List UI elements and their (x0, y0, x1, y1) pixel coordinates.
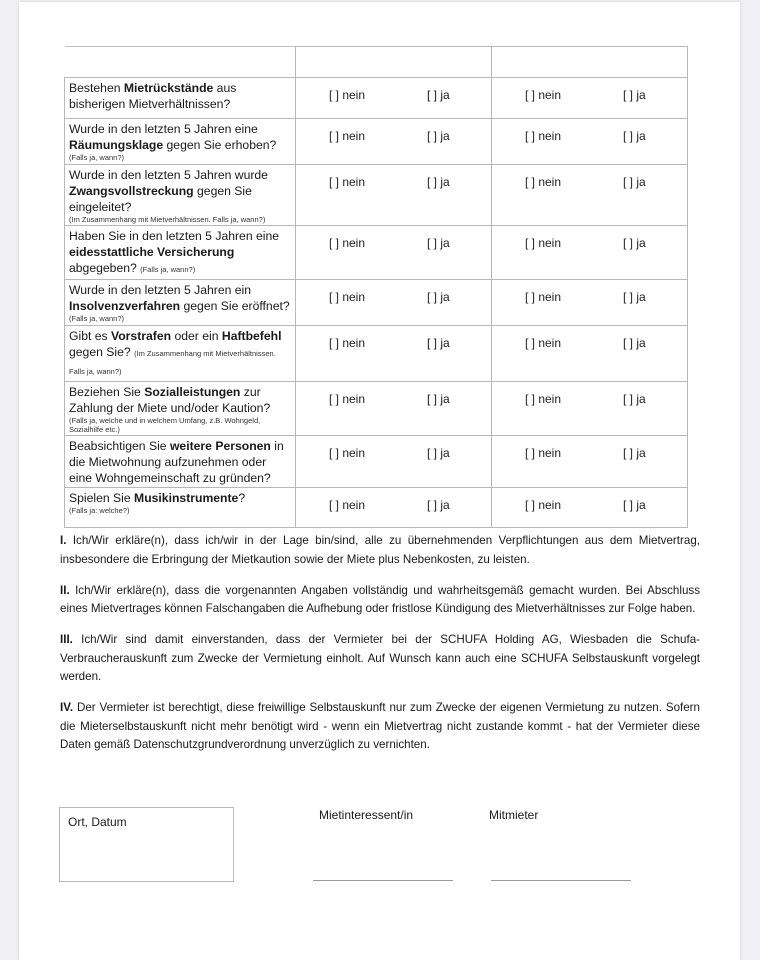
checkbox-nein[interactable]: [ ] nein (329, 336, 366, 350)
header-applicant-cell (296, 47, 492, 78)
table-row (65, 382, 688, 436)
cotenant-answer-cell (492, 436, 688, 488)
question-text: Haben Sie in den letzten 5 Jahren eine eidesstattliche Versicherung abgegeben? (Falls ja, wann?) (69, 229, 280, 275)
question-text: Gibt es Vorstrafen oder ein Haftbefehl gegen Sie? (Im Zusammenhang mit Mietverhältnissen. Falls ja, wann?) (69, 329, 282, 376)
question-text: Beabsichtigen Sie weitere Personen in die Mietwohnung aufzunehmen oder eine Wohngemeinschaft zu gründen? (69, 439, 284, 485)
question-cell (65, 488, 296, 528)
applicant-answer-cell (296, 436, 492, 488)
question-note: (Im Zusammenhang mit Mietverhältnissen. Falls ja, wann?) (69, 215, 266, 224)
applicant-signature-label: Mietinteressent/in (319, 808, 414, 822)
table-row (65, 326, 688, 382)
checkbox-nein[interactable]: [ ] nein (525, 336, 562, 350)
checkbox-nein[interactable]: [ ] nein (329, 236, 366, 250)
question-cell (65, 436, 296, 488)
checkbox-nein[interactable]: [ ] nein (329, 175, 366, 189)
table-row (65, 119, 688, 165)
declaration-2: II. Ich/Wir erkläre(n), dass die vorgenannten Angaben vollständig und wahrheitsgemäß gemacht wurden. Bei Abschluss eines Mietvertrages können Falschangaben die Aufhebung oder fristlose Kündigung des Mietverhältnisses zur Folge haben. (60, 583, 700, 615)
question-note: (Falls ja, wann?) (140, 265, 196, 274)
applicant-signature-line[interactable] (313, 880, 453, 881)
question-cell (65, 165, 296, 226)
table-row (65, 436, 688, 488)
checkbox-ja[interactable]: [ ] ja (427, 290, 450, 304)
question-cell (65, 280, 296, 326)
checkbox-ja[interactable]: [ ] ja (623, 392, 646, 406)
checkbox-nein[interactable]: [ ] nein (525, 236, 562, 250)
question-text: Beziehen Sie Sozialleistungen zur Zahlung der Miete und/oder Kaution? (69, 385, 271, 415)
checkbox-nein[interactable]: [ ] nein (329, 446, 366, 460)
checkbox-ja[interactable]: [ ] ja (427, 88, 450, 102)
checkbox-nein[interactable]: [ ] nein (329, 498, 366, 512)
checkbox-nein[interactable]: [ ] nein (525, 392, 562, 406)
declaration-4: IV. Der Vermieter ist berechtigt, diese freiwillige Selbstauskunft nur zum Zwecke der eigenen Vermietung zu nutzen. Sofern die Mieterselbstauskunft nicht mehr benötigt wird - wenn ein Mietvertrag nicht zustande kommt - hat der Vermieter diese Daten gemäß Datenschutzgrundverordnung unverzüglich zu vernichten. (60, 701, 700, 751)
cotenant-answer-cell (492, 165, 688, 226)
checkbox-ja[interactable]: [ ] ja (427, 446, 450, 460)
applicant-answer-cell (296, 119, 492, 165)
place-date-field[interactable] (59, 807, 234, 882)
place-date-label: Ort, Datum (68, 815, 127, 829)
applicant-answer-cell (296, 326, 492, 382)
question-text: Wurde in den letzten 5 Jahren eine Räumungsklage gegen Sie erhoben? (69, 122, 277, 152)
table-row (65, 226, 688, 280)
cotenant-answer-cell (492, 119, 688, 165)
question-cell (65, 78, 296, 119)
checkbox-ja[interactable]: [ ] ja (623, 175, 646, 189)
checkbox-nein[interactable]: [ ] nein (525, 129, 562, 143)
question-cell (65, 226, 296, 280)
cotenant-answer-cell (492, 382, 688, 436)
checkbox-ja[interactable]: [ ] ja (427, 129, 450, 143)
table-row (65, 78, 688, 119)
question-note: (Falls ja, welche und in welchem Umfang, z.B. Wohngeld, Sozialhilfe etc.) (69, 416, 261, 434)
question-text: Wurde in den letzten 5 Jahren wurde Zwangsvollstreckung gegen Sie eingeleitet? (69, 168, 268, 214)
applicant-answer-cell (296, 382, 492, 436)
checkbox-ja[interactable]: [ ] ja (427, 392, 450, 406)
applicant-answer-cell (296, 488, 492, 528)
checkbox-nein[interactable]: [ ] nein (525, 498, 562, 512)
checkbox-ja[interactable]: [ ] ja (427, 336, 450, 350)
question-cell (65, 326, 296, 382)
table-row (65, 488, 688, 528)
question-text: Spielen Sie Musikinstrumente? (69, 491, 246, 505)
declaration-1: I. Ich/Wir erkläre(n), dass ich/wir in der Lage bin/sind, alle zu übernehmenden Verpflichtungen aus dem Mietvertrag, insbesondere die Erbringung der Mietkaution sowie der Miete plus Nebenkosten, zu leisten. (60, 534, 700, 566)
checkbox-ja[interactable]: [ ] ja (623, 290, 646, 304)
question-note: (Falls ja, wann?) (69, 153, 125, 162)
document-page (19, 2, 740, 960)
questionnaire-table (64, 46, 688, 528)
checkbox-nein[interactable]: [ ] nein (525, 290, 562, 304)
checkbox-ja[interactable]: [ ] ja (427, 236, 450, 250)
cotenant-answer-cell (492, 488, 688, 528)
checkbox-nein[interactable]: [ ] nein (329, 392, 366, 406)
applicant-answer-cell (296, 280, 492, 326)
table-row (65, 165, 688, 226)
applicant-answer-cell (296, 165, 492, 226)
question-text: Wurde in den letzten 5 Jahren ein Insolvenzverfahren gegen Sie eröffnet? (69, 283, 290, 313)
declaration-3: III. Ich/Wir sind damit einverstanden, dass der Vermieter bei der SCHUFA Holding AG, Wiesbaden die Schufa-Verbraucherauskunft zum Zwecke der Vermietung einholt. Auf Wunsch kann auch eine SCHUFA Selbstauskunft vorgelegt werden. (60, 633, 700, 683)
applicant-answer-cell (296, 78, 492, 119)
checkbox-nein[interactable]: [ ] nein (329, 129, 366, 143)
checkbox-ja[interactable]: [ ] ja (623, 236, 646, 250)
checkbox-ja[interactable]: [ ] ja (623, 129, 646, 143)
table-row (65, 280, 688, 326)
checkbox-ja[interactable]: [ ] ja (623, 446, 646, 460)
question-cell (65, 382, 296, 436)
cotenant-answer-cell (492, 280, 688, 326)
checkbox-nein[interactable]: [ ] nein (525, 88, 562, 102)
cotenant-answer-cell (492, 226, 688, 280)
question-note: (Falls ja, wann?) (69, 314, 125, 323)
question-text: Bestehen Mietrückstände aus bisherigen Mietverhältnissen? (69, 81, 237, 111)
table-header-row (65, 47, 688, 78)
declarations (60, 532, 700, 767)
checkbox-ja[interactable]: [ ] ja (427, 175, 450, 189)
question-cell (65, 119, 296, 165)
checkbox-nein[interactable]: [ ] nein (329, 290, 366, 304)
checkbox-nein[interactable]: [ ] nein (525, 175, 562, 189)
cotenant-signature-label: Mitmieter (489, 808, 539, 822)
question-note: (Im Zusammenhang mit Mietverhältnissen. Falls ja, wann?) (69, 349, 276, 376)
header-cotenant-cell (492, 47, 688, 78)
cotenant-answer-cell (492, 326, 688, 382)
checkbox-ja[interactable]: [ ] ja (623, 88, 646, 102)
header-question-cell (65, 47, 296, 78)
checkbox-nein[interactable]: [ ] nein (329, 88, 366, 102)
applicant-answer-cell (296, 226, 492, 280)
cotenant-signature-line[interactable] (491, 880, 631, 881)
checkbox-ja[interactable]: [ ] ja (427, 498, 450, 512)
checkbox-ja[interactable]: [ ] ja (623, 336, 646, 350)
checkbox-nein[interactable]: [ ] nein (525, 446, 562, 460)
question-note: (Falls ja: welche?) (69, 506, 130, 515)
checkbox-ja[interactable]: [ ] ja (623, 498, 646, 512)
cotenant-answer-cell (492, 78, 688, 119)
